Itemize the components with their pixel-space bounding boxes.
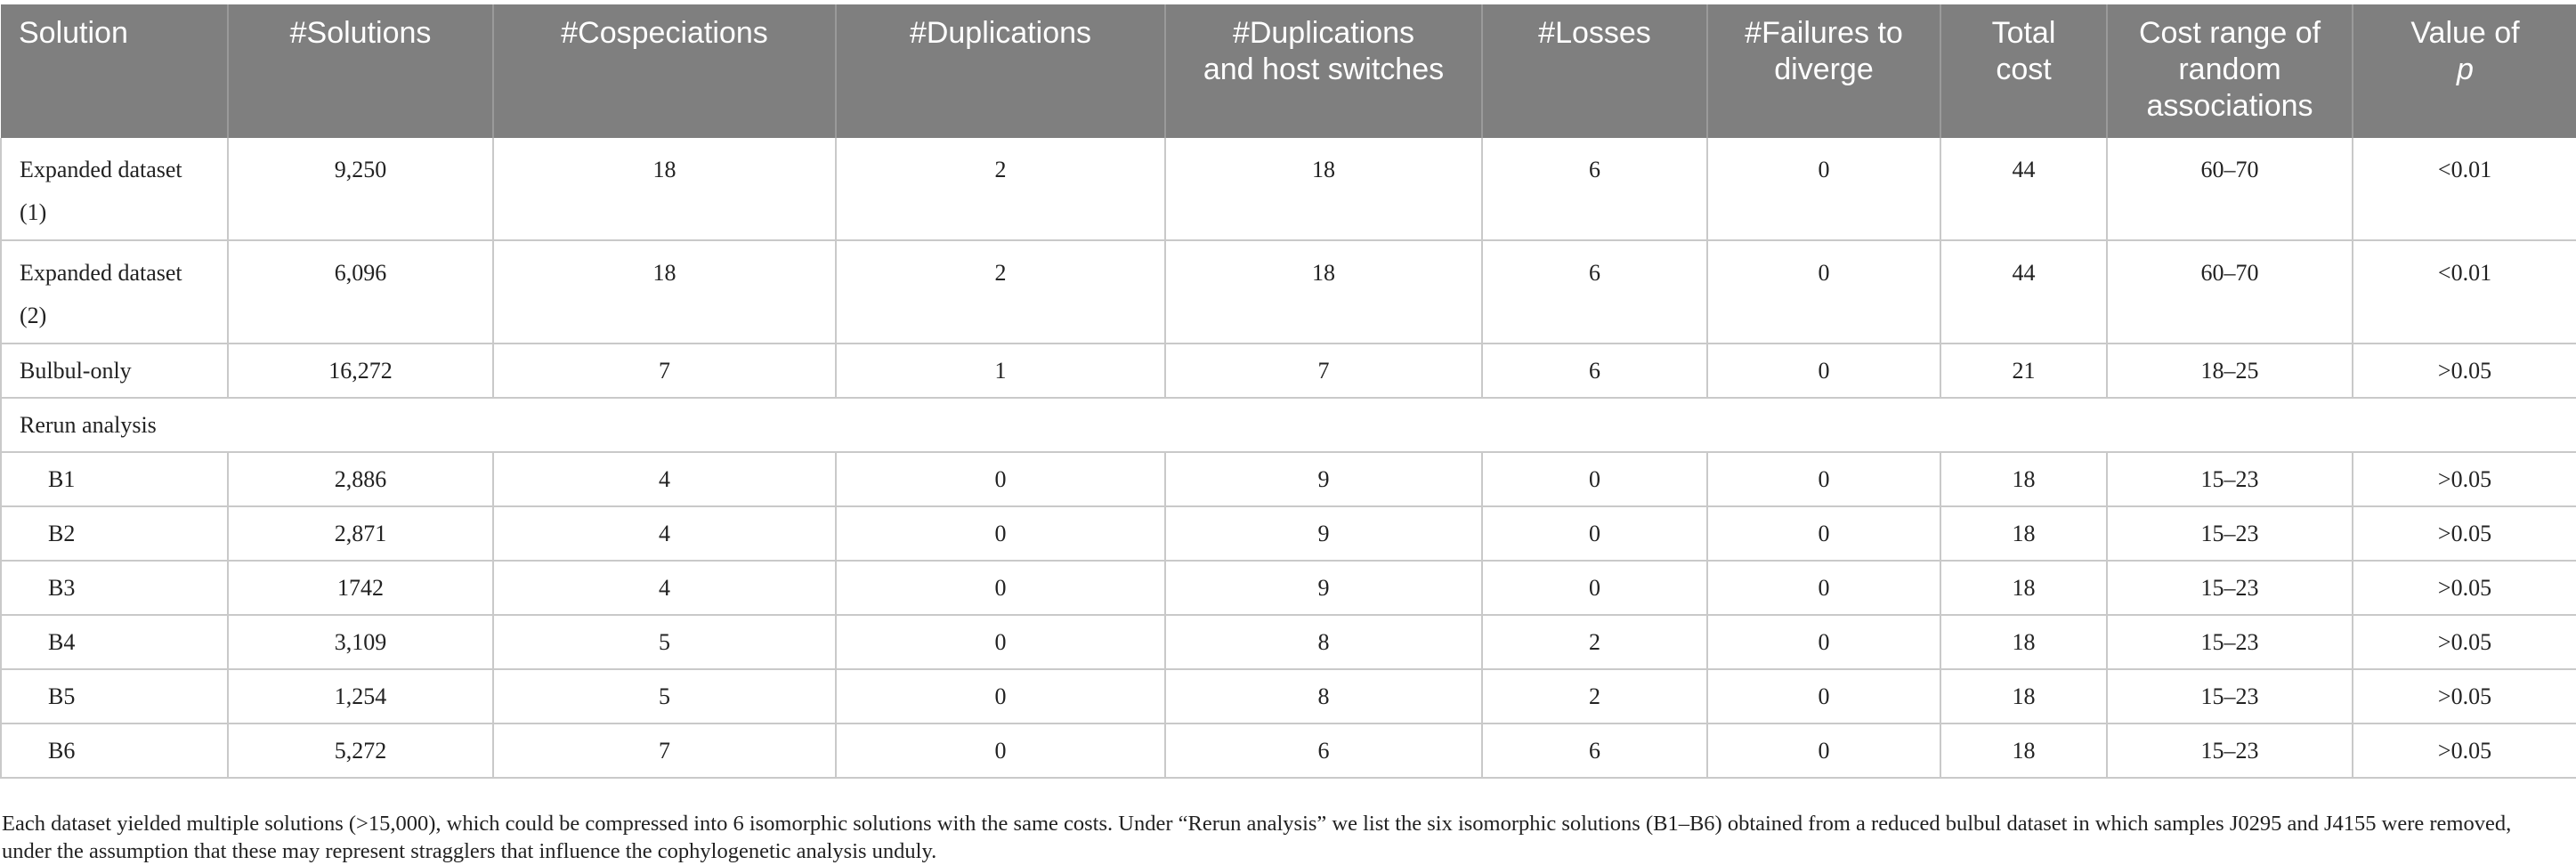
- cell-p-value: >0.05: [2353, 615, 2576, 669]
- header-losses: [1482, 4, 1707, 138]
- cell-failures: 0: [1707, 240, 1940, 344]
- cell-failures: 0: [1707, 344, 1940, 398]
- cell-duplications: 2: [836, 240, 1165, 344]
- cell-solutions: 2,886: [228, 452, 493, 506]
- cell-losses: 6: [1482, 240, 1707, 344]
- header-total-cost-line1: Total: [1991, 16, 2056, 50]
- cell-total-cost: 21: [1940, 344, 2107, 398]
- cell-losses: 2: [1482, 615, 1707, 669]
- cell-cospeciations: 7: [493, 344, 836, 398]
- cell-dup-host-switches: 8: [1165, 669, 1482, 724]
- cell-p-value: >0.05: [2353, 561, 2576, 615]
- header-losses-text: #Losses: [1538, 16, 1651, 50]
- cell-p-value: >0.05: [2353, 724, 2576, 778]
- header-cost-range-line3: associations: [2146, 89, 2313, 123]
- cell-failures: 0: [1707, 506, 1940, 561]
- cell-failures: 0: [1707, 724, 1940, 778]
- cell-solution: B2: [1, 506, 228, 561]
- cell-cost-range: 60–70: [2107, 138, 2353, 240]
- cell-duplications: 0: [836, 561, 1165, 615]
- cell-solutions: 3,109: [228, 615, 493, 669]
- section-row-rerun-analysis: [1, 398, 2576, 452]
- table-footnote: Each dataset yielded multiple solutions (>15,000), which could be compressed into 6 isomorphic solutions with the same costs. Under “Rerun analysis” we list the six isomorphic solutions (B1–B6) obtained from a reduced bulbul dataset in which samples J0295 and J4155 were removed, under the assumption that these may represent stragglers that influence the cophylogenetic analysis unduly.: [2, 811, 2512, 863]
- cell-solution: B4: [1, 615, 228, 669]
- cell-solutions: 1742: [228, 561, 493, 615]
- header-dup-host-line1: #Duplications: [1232, 16, 1415, 50]
- table-row: [1, 669, 2576, 724]
- cell-solutions: 16,272: [228, 344, 493, 398]
- cell-solution-line1: Expanded dataset: [20, 260, 182, 286]
- cell-dup-host-switches: 9: [1165, 506, 1482, 561]
- cell-p-value: >0.05: [2353, 452, 2576, 506]
- table-header: [1, 4, 2576, 138]
- cell-cospeciations: 4: [493, 452, 836, 506]
- cell-solutions: 2,871: [228, 506, 493, 561]
- cell-solutions: 9,250: [228, 138, 493, 240]
- cell-cost-range: 15–23: [2107, 669, 2353, 724]
- cell-failures: 0: [1707, 561, 1940, 615]
- table-row: [1, 138, 2576, 240]
- cell-cospeciations: 7: [493, 724, 836, 778]
- cell-failures: 0: [1707, 452, 1940, 506]
- cell-p-value: <0.01: [2353, 240, 2576, 344]
- cell-cospeciations: 4: [493, 506, 836, 561]
- cell-duplications: 2: [836, 138, 1165, 240]
- cell-solution: B6: [1, 724, 228, 778]
- cell-solution-line1: Expanded dataset: [20, 157, 182, 182]
- cell-dup-host-switches: 18: [1165, 138, 1482, 240]
- cell-duplications: 0: [836, 452, 1165, 506]
- cell-losses: 6: [1482, 344, 1707, 398]
- header-total-cost: [1940, 4, 2107, 138]
- cell-losses: 2: [1482, 669, 1707, 724]
- table-row: [1, 344, 2576, 398]
- cell-solution-line2: (2): [20, 303, 47, 328]
- table-row: [1, 724, 2576, 778]
- cell-total-cost: 44: [1940, 138, 2107, 240]
- header-solution: [1, 4, 228, 138]
- table-row: [1, 506, 2576, 561]
- header-failures-line2: diverge: [1774, 53, 1874, 86]
- header-failures-to-diverge: [1707, 4, 1940, 138]
- cell-cost-range: 15–23: [2107, 452, 2353, 506]
- header-cospeciations-text: #Cospeciations: [561, 16, 768, 50]
- cell-cospeciations: 18: [493, 240, 836, 344]
- cell-total-cost: 18: [1940, 561, 2107, 615]
- cell-solution: [1, 138, 228, 240]
- header-cost-range-line1: Cost range of: [2138, 16, 2321, 50]
- cell-losses: 0: [1482, 506, 1707, 561]
- header-duplications-text: #Duplications: [909, 16, 1092, 50]
- cell-cospeciations: 5: [493, 615, 836, 669]
- cell-total-cost: 18: [1940, 506, 2107, 561]
- header-p-value: [2353, 4, 2576, 138]
- cell-p-value: >0.05: [2353, 344, 2576, 398]
- cell-cost-range: 15–23: [2107, 561, 2353, 615]
- header-p-value-line1: Value of: [2410, 16, 2520, 50]
- table-row: [1, 452, 2576, 506]
- cell-solutions: 5,272: [228, 724, 493, 778]
- header-total-cost-line2: cost: [1996, 53, 2052, 86]
- cell-cospeciations: 5: [493, 669, 836, 724]
- header-duplications-host-switches: [1165, 4, 1482, 138]
- section-label: Rerun analysis: [1, 398, 2576, 452]
- header-solution-text: Solution: [19, 16, 128, 50]
- header-row: [1, 4, 2576, 138]
- cell-duplications: 1: [836, 344, 1165, 398]
- cophylogenetic-results-table: [0, 4, 2576, 779]
- cell-duplications: 0: [836, 506, 1165, 561]
- cell-solution: B3: [1, 561, 228, 615]
- cell-total-cost: 18: [1940, 452, 2107, 506]
- table-row: [1, 615, 2576, 669]
- cell-dup-host-switches: 9: [1165, 561, 1482, 615]
- header-solutions-count: [228, 4, 493, 138]
- cell-solution: B5: [1, 669, 228, 724]
- header-dup-host-line2: and host switches: [1203, 53, 1445, 86]
- cell-dup-host-switches: 18: [1165, 240, 1482, 344]
- cell-cost-range: 18–25: [2107, 344, 2353, 398]
- header-p-value-line2: p: [2457, 53, 2474, 86]
- table-row: [1, 240, 2576, 344]
- cell-total-cost: 18: [1940, 724, 2107, 778]
- header-cost-range: [2107, 4, 2353, 138]
- cell-cost-range: 15–23: [2107, 506, 2353, 561]
- cell-cospeciations: 18: [493, 138, 836, 240]
- cell-dup-host-switches: 8: [1165, 615, 1482, 669]
- cell-total-cost: 44: [1940, 240, 2107, 344]
- cell-failures: 0: [1707, 669, 1940, 724]
- cell-losses: 0: [1482, 452, 1707, 506]
- cell-dup-host-switches: 9: [1165, 452, 1482, 506]
- cell-cost-range: 60–70: [2107, 240, 2353, 344]
- cell-failures: 0: [1707, 615, 1940, 669]
- cell-losses: 0: [1482, 561, 1707, 615]
- cell-losses: 6: [1482, 724, 1707, 778]
- header-failures-line1: #Failures to: [1745, 16, 1903, 50]
- header-solutions-count-text: #Solutions: [289, 16, 432, 50]
- table-body: [1, 138, 2576, 778]
- cell-solution: [1, 240, 228, 344]
- cell-solutions: 1,254: [228, 669, 493, 724]
- header-cospeciations: [493, 4, 836, 138]
- cell-dup-host-switches: 7: [1165, 344, 1482, 398]
- cell-cost-range: 15–23: [2107, 615, 2353, 669]
- cell-total-cost: 18: [1940, 615, 2107, 669]
- cell-duplications: 0: [836, 615, 1165, 669]
- cell-solutions: 6,096: [228, 240, 493, 344]
- cell-cost-range: 15–23: [2107, 724, 2353, 778]
- cell-duplications: 0: [836, 669, 1165, 724]
- cell-solution-line2: (1): [20, 199, 47, 225]
- cell-p-value: >0.05: [2353, 506, 2576, 561]
- cell-solution: Bulbul-only: [1, 344, 228, 398]
- cell-dup-host-switches: 6: [1165, 724, 1482, 778]
- cell-total-cost: 18: [1940, 669, 2107, 724]
- cell-losses: 6: [1482, 138, 1707, 240]
- header-cost-range-line2: random: [2178, 53, 2281, 86]
- cell-cospeciations: 4: [493, 561, 836, 615]
- table-row: [1, 561, 2576, 615]
- cell-duplications: 0: [836, 724, 1165, 778]
- header-duplications: [836, 4, 1165, 138]
- cell-p-value: >0.05: [2353, 669, 2576, 724]
- cell-failures: 0: [1707, 138, 1940, 240]
- cell-p-value: <0.01: [2353, 138, 2576, 240]
- cell-solution: B1: [1, 452, 228, 506]
- data-table-container: [0, 4, 2576, 779]
